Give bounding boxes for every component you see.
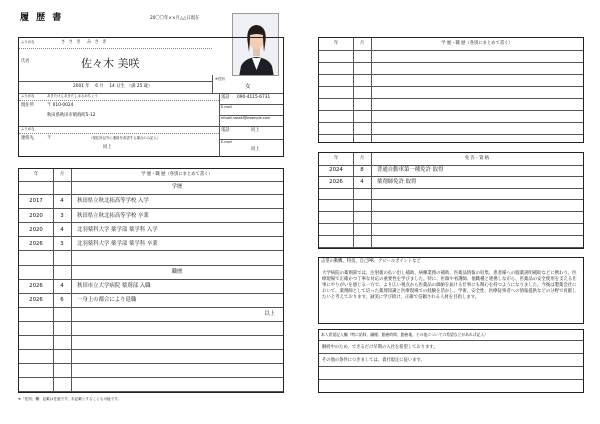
history-cont-col-month: 月: [359, 41, 365, 46]
history-row-text: 以上: [264, 311, 275, 318]
birth-date: 2001 年 6 月 14 日生 （満 25 歳）: [73, 84, 153, 89]
history-row: [19, 181, 283, 195]
wishes-line-2: その他の条件につきましては、貴社規定に従います。: [322, 358, 425, 363]
contact-postal: 〒: [47, 136, 52, 141]
history-row-text: 一身上の都合により退職: [77, 297, 137, 304]
history-row: [19, 237, 283, 251]
name-furigana-value: さ さ き み さ き: [61, 40, 108, 45]
history-row-text: 秋田県立秋北拓高等学校 入学: [77, 198, 149, 205]
history-row: [19, 308, 283, 322]
history-row-year: 2020: [29, 226, 43, 233]
history-row-year: 2026: [29, 240, 43, 247]
history-row-text: 秋田市立大学病院 薬剤部 入職: [77, 283, 151, 290]
license-row-year: 2024: [329, 167, 343, 174]
contact-note: （現住所以外に連絡を希望する場合のみ記入）: [89, 136, 161, 140]
email-value: misaki.sasaki@example.com: [221, 116, 270, 120]
current-date: 20〇〇年××月△△日現在: [150, 16, 200, 21]
license-row: [319, 236, 583, 248]
phone-value: 090-4115-6731: [237, 95, 271, 100]
licenses-col-month: 月: [359, 156, 365, 161]
license-row: [319, 177, 583, 189]
contact-label: 連絡先: [21, 136, 34, 141]
personal-info-box: [18, 37, 284, 157]
history-col-year: 年: [33, 172, 39, 177]
license-row: [319, 224, 583, 236]
history-continued-table: [318, 37, 584, 143]
license-row-month: 8: [360, 167, 364, 174]
history-row-month: 4: [60, 283, 64, 290]
history-row: [19, 252, 283, 266]
motivation-text: 大学病院の薬剤部では、注射薬の払い出し補助、病棟業務の補助、医薬品情報の収集、患者様への服薬説明補助などに携わり、医療現場で正確かつ丁寧な対応の重要性を学びました。特に、医師や看護師、他職種と連携しながら、医薬品の安全使用を支える仕事にやりがいを感じる一方で、より広い視点から医薬品の価値を届ける仕事にも関心を持つようになりました。今後は製薬会社において、薬剤師として培った薬理知識と医療現場での経験を活かし、学術、安全性、医療従事者への情報提供などの分野で貢献したいと考えております。誠実に学び続け、正確で信頼される人材を目指します。: [322, 271, 577, 301]
history-row-text: 学歴: [171, 184, 183, 191]
license-row-text: 薬剤師免許 取得: [377, 178, 417, 185]
license-row-year: 2026: [329, 178, 343, 185]
history-cont-col-year: 年: [333, 41, 339, 46]
history-col-month: 月: [59, 172, 65, 177]
history-row: [19, 364, 283, 378]
history-row: [19, 209, 283, 223]
licenses-col-title: 免 許・資 格: [464, 156, 490, 161]
resume-title: 履 歴 書: [20, 13, 64, 23]
contact-email-label: E-mail: [221, 140, 232, 144]
contact-phone-label: 電話: [221, 128, 230, 133]
history-row-month: 4: [60, 198, 64, 205]
history-row-month: 3: [60, 212, 64, 219]
history-row-month: 4: [60, 226, 64, 233]
name-value: 佐々木 美咲: [81, 57, 140, 70]
licenses-table: [318, 152, 584, 249]
license-row: [319, 212, 583, 224]
history-row: [19, 378, 283, 392]
education-work-history-table: [18, 168, 284, 393]
history-row-text: 職歴: [171, 268, 183, 275]
licenses-col-year: 年: [333, 156, 339, 161]
name-furigana-label: ふりがな: [21, 40, 35, 44]
history-cont-col-title: 学 歴・職 歴（各別にまとめて書く）: [441, 41, 513, 46]
license-row: [319, 165, 583, 177]
contact-phone-same: 同上: [251, 128, 260, 133]
wishes-label: 本人希望記入欄（特に給料、職種、勤務時間、勤務地、その他についての希望などがあれば記入）: [321, 332, 488, 337]
phone-label: 電話: [221, 95, 230, 100]
wishes-line-1: 継続中のため、できるだけ早期の入社を希望しております。: [322, 345, 438, 350]
contact-furigana-label: ふりがな: [21, 127, 35, 131]
gender-value: 女: [245, 84, 251, 90]
history-row: [19, 294, 283, 308]
license-row: [319, 189, 583, 201]
history-row: [19, 322, 283, 336]
personal-wishes-box: [318, 329, 584, 393]
history-col-title: 学 歴・職 歴（各別にまとめて書く）: [141, 172, 213, 177]
history-row-text: 北羽薬科大学 薬学部 薬学科 入学: [77, 226, 158, 233]
history-row: [19, 195, 283, 209]
contact-same: 同上: [103, 145, 112, 150]
gender-footnote: ※「性別」欄：記載は任意です。未記載とすることも可能です。: [18, 397, 122, 401]
license-row: [319, 200, 583, 212]
history-row: [19, 336, 283, 350]
history-row-month: 3: [60, 240, 64, 247]
history-row-year: 2026: [29, 283, 43, 290]
history-row: [19, 266, 283, 280]
address-value: 秋田県秋田市晴海町5-12: [47, 113, 96, 118]
history-row: [19, 280, 283, 294]
motivation-box: [318, 257, 584, 324]
history-row-text: 北羽薬科大学 薬学部 薬学科 卒業: [77, 240, 158, 247]
history-row: [19, 223, 283, 237]
history-row-year: 2017: [29, 198, 43, 205]
history-row-month: 6: [60, 297, 64, 304]
address-label: 現住所: [21, 103, 34, 108]
history-row-text: 秋田県立秋北拓高等学校 卒業: [77, 212, 149, 219]
address-furigana-label: ふりがな: [21, 94, 35, 98]
address-furigana-value: あきたけんあきたしはるめちょう: [47, 94, 98, 98]
history-row: [19, 350, 283, 364]
gender-label: ※性別: [215, 77, 225, 81]
name-label: 氏名: [21, 59, 30, 64]
license-row-text: 普通自動車第一種免許 取得: [377, 167, 444, 174]
license-row-month: 4: [360, 178, 364, 185]
contact-email-same: 同上: [251, 147, 260, 152]
motivation-label: 志望の動機、特技、自己PR、アピールポイントなど: [321, 259, 421, 264]
history-row-year: 2020: [29, 212, 43, 219]
history-row-year: 2026: [29, 297, 43, 304]
email-label: E-mail: [221, 105, 232, 109]
postal-code: 〒 010-0024: [47, 103, 74, 108]
